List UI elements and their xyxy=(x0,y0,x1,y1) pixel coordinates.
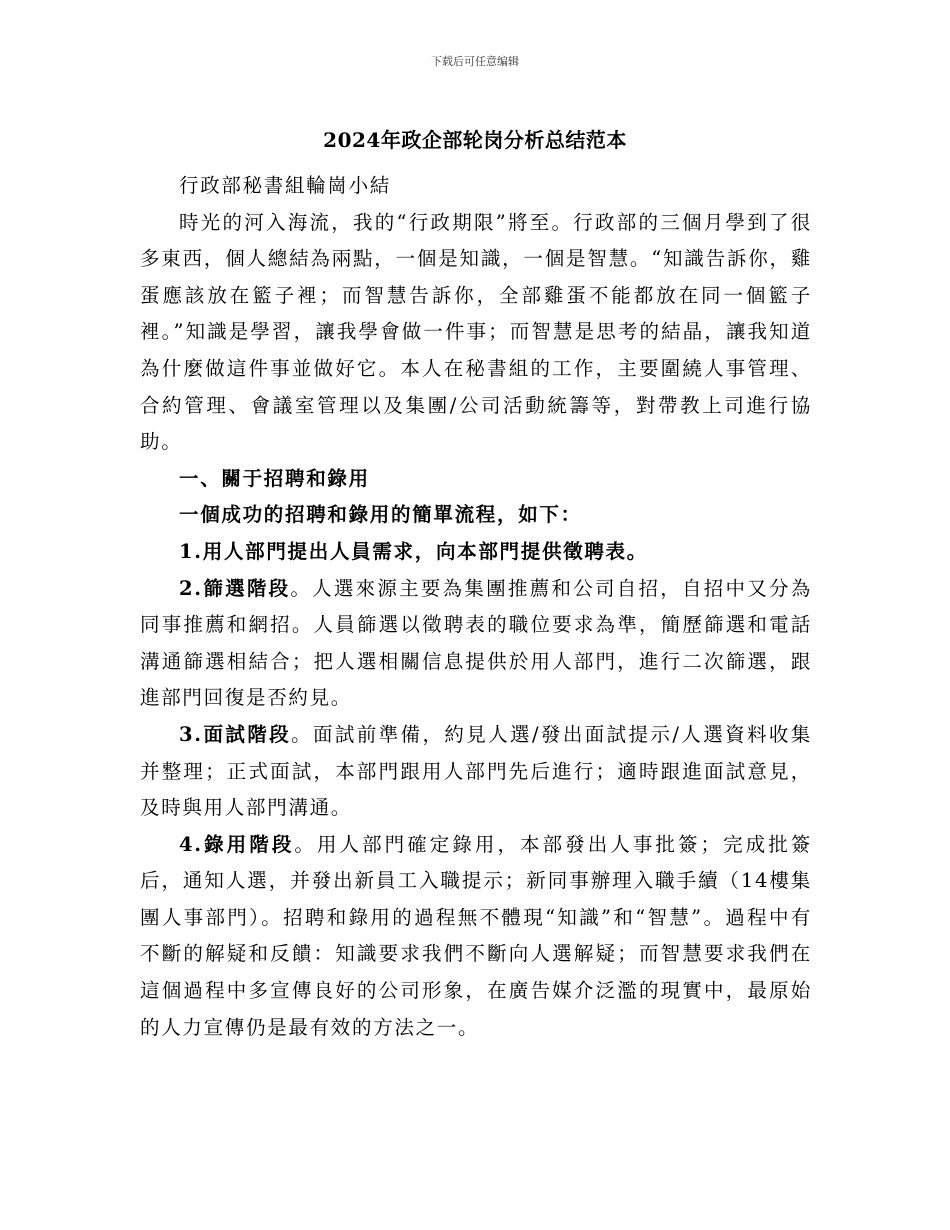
document-title: 2024年政企部轮岗分析总结范本 xyxy=(323,128,627,152)
step-2-lead: 2.篩選階段 xyxy=(179,576,291,600)
document-body xyxy=(140,168,812,1046)
header-note: 下载后可任意编辑 xyxy=(431,55,519,68)
step-2-text: 。人選來源主要為集團推薦和公司自招，自招中又分為同事推薦和網招。人員篩選以徵聘表的職位要求為準，簡歷篩選和電話溝通篩選相結合；把人選相關信息提供於用人部門，進行二次篩選，跟進部門回復是否約見。 xyxy=(140,576,812,710)
step-3 xyxy=(140,717,812,827)
step-4-text: 。用人部門確定錄用，本部發出人事批簽；完成批簽后，通知人選，并發出新員工入職提示；新同事辦理入職手續（14樓集團人事部門）。招聘和錄用的過程無不體現“知識”和“智慧”。過程中有不斷的解疑和反饋：知識要求我們不斷向人選解疑；而智慧要求我們在這個過程中多宣傳良好的公司形象，在廣告媒介泛濫的現實中，最原始的人力宣傳仍是最有效的方法之一。 xyxy=(140,832,812,1039)
process-heading: 一個成功的招聘和錄用的簡單流程，如下： xyxy=(179,503,582,527)
step-3-lead: 3.面試階段 xyxy=(179,722,292,746)
step-4 xyxy=(140,827,812,1047)
step-4-lead: 4.錄用階段 xyxy=(179,832,295,856)
step-3-text: 。面試前準備，約見人選/發出面試提示/人選資料收集并整理；正式面試，本部門跟用人部門先后進行；適時跟進面試意見，及時與用人部門溝通。 xyxy=(140,722,812,820)
paragraph-intro: 時光的河入海流，我的“行政期限”將至。行政部的三個月學到了很多東西，個人總結為兩點，一個是知識，一個是智慧。“知識告訴你，雞蛋應該放在籃子裡；而智慧告訴你，全部雞蛋不能都放在同一個籃子裡。”知識是學習，讓我學會做一件事；而智慧是思考的結晶，讓我知道為什麼做這件事並做好它。本人在秘書組的工作，主要圍繞人事管理、合約管理、會議室管理以及集團/公司活動統籌等，對帶教上司進行協助。 xyxy=(140,210,812,454)
step-2 xyxy=(140,571,812,717)
paragraph-subtitle: 行政部秘書組輪崗小結 xyxy=(179,174,392,197)
section-heading: 一、關于招聘和錄用 xyxy=(179,466,370,490)
step-1: 1.用人部門提出人員需求，向本部門提供徵聘表。 xyxy=(179,539,648,563)
